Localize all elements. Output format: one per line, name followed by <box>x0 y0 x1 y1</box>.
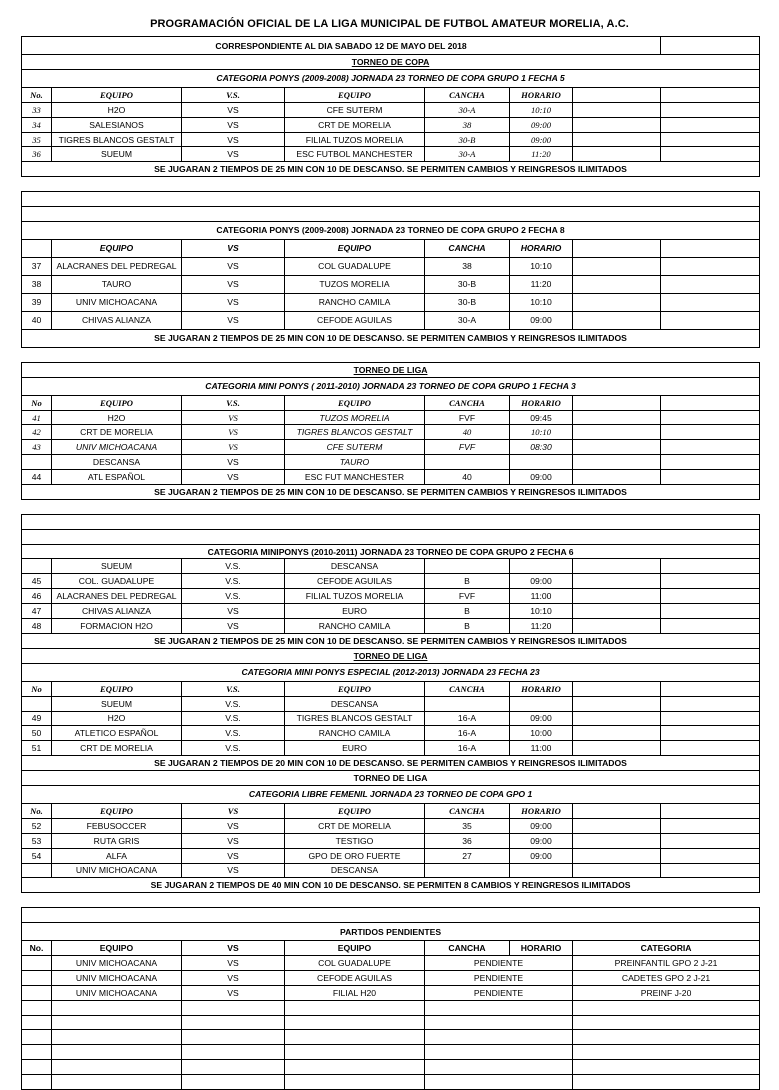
column-headers <box>22 803 760 818</box>
torneo-heading: TORNEO DE COPA <box>22 55 760 70</box>
home-team: DESCANSA <box>52 455 182 470</box>
col-header: No. <box>22 87 52 102</box>
table-row <box>22 257 760 275</box>
col-header: HORARIO <box>510 395 573 410</box>
col-header: EQUIPO <box>285 395 425 410</box>
home-team: UNIV MICHOACANA <box>52 985 182 1000</box>
table-row <box>22 619 760 634</box>
field: 40 <box>425 425 510 440</box>
col-header: VS <box>182 803 285 818</box>
rules-note: SE JUGARAN 2 TIEMPOS DE 20 MIN CON 10 DE DESCANSO. SE PERMITEN CAMBIOS Y REINGRESOS ILIMITADOS <box>22 756 760 771</box>
match-number <box>22 696 52 711</box>
away-team: CEFODE AGUILAS <box>285 574 425 589</box>
home-team: ATL ESPAÑOL <box>52 470 182 485</box>
table-row <box>22 470 760 485</box>
time: 09:00 <box>510 470 573 485</box>
col-header: EQUIPO <box>285 681 425 696</box>
field: 30-B <box>425 293 510 311</box>
away-team: CFE SUTERM <box>285 102 425 117</box>
away-team: TESTIGO <box>285 833 425 848</box>
time: 10:10 <box>510 293 573 311</box>
col-header: HORARIO <box>510 803 573 818</box>
home-team: CHIVAS ALIANZA <box>52 311 182 329</box>
vs-label: VS <box>182 293 285 311</box>
col-header: VS <box>182 941 285 956</box>
vs-label: VS <box>182 833 285 848</box>
match-number: 50 <box>22 726 52 741</box>
away-team: FILIAL TUZOS MORELIA <box>285 132 425 147</box>
table-row <box>22 863 760 878</box>
col-header: HORARIO <box>510 681 573 696</box>
col-header: EQUIPO <box>52 803 182 818</box>
match-number: 34 <box>22 117 52 132</box>
home-team: SUEUM <box>52 559 182 574</box>
time: 09:00 <box>510 848 573 863</box>
away-team: ESC FUT MANCHESTER <box>285 470 425 485</box>
field: 27 <box>425 848 510 863</box>
time: 09:45 <box>510 410 573 425</box>
match-number: 49 <box>22 711 52 726</box>
category-heading: CATEGORIA PONYS (2009-2008) JORNADA 23 TORNEO DE COPA GRUPO 1 FECHA 5 <box>22 69 760 87</box>
empty-row <box>22 1030 760 1045</box>
table-row <box>22 711 760 726</box>
schedule-table <box>21 36 760 1090</box>
pending-heading: PARTIDOS PENDIENTES <box>22 923 760 941</box>
vs-label: VS <box>182 117 285 132</box>
away-team: TIGRES BLANCOS GESTALT <box>285 425 425 440</box>
vs-label: VS <box>182 955 285 970</box>
col-header: EQUIPO <box>285 239 425 257</box>
home-team: ALFA <box>52 848 182 863</box>
page-title: PROGRAMACIÓN OFICIAL DE LA LIGA MUNICIPAL DE FUTBOL AMATEUR MORELIA, A.C. <box>150 18 629 30</box>
away-team: CEFODE AGUILAS <box>285 970 425 985</box>
vs-label: VS <box>182 410 285 425</box>
table-row <box>22 970 760 985</box>
away-team: EURO <box>285 741 425 756</box>
table-row <box>22 559 760 574</box>
col-header: EQUIPO <box>52 239 182 257</box>
time: 09:00 <box>510 132 573 147</box>
vs-label: VS <box>182 275 285 293</box>
col-header: EQUIPO <box>52 941 182 956</box>
match-number <box>22 955 52 970</box>
table-row <box>22 425 760 440</box>
table-row <box>22 726 760 741</box>
field: 30-A <box>425 102 510 117</box>
empty-row <box>22 1060 760 1075</box>
home-team: COL. GUADALUPE <box>52 574 182 589</box>
match-number: 33 <box>22 102 52 117</box>
vs-label: VS <box>182 425 285 440</box>
away-team: DESCANSA <box>285 559 425 574</box>
vs-label: VS <box>182 311 285 329</box>
field: FVF <box>425 440 510 455</box>
vs-label: VS <box>182 970 285 985</box>
col-header: EQUIPO <box>285 941 425 956</box>
vs-label: V.S. <box>182 589 285 604</box>
time: 08:30 <box>510 440 573 455</box>
away-team: FILIAL H20 <box>285 985 425 1000</box>
home-team: H2O <box>52 102 182 117</box>
rules-note: SE JUGARAN 2 TIEMPOS DE 25 MIN CON 10 DE DESCANSO. SE PERMITEN CAMBIOS Y REINGRESOS ILIMITADOS <box>22 329 760 347</box>
match-number: 38 <box>22 275 52 293</box>
status: PENDIENTE <box>425 985 573 1000</box>
time <box>510 696 573 711</box>
home-team: ATLETICO ESPAÑOL <box>52 726 182 741</box>
home-team: H2O <box>52 410 182 425</box>
category-heading: CATEGORIA LIBRE FEMENIL JORNADA 23 TORNEO DE COPA GPO 1 <box>22 785 760 803</box>
schedule-date: CORRESPONDIENTE AL DIA SABADO 12 DE MAYO DEL 2018 <box>22 37 661 55</box>
vs-label: V.S. <box>182 696 285 711</box>
away-team: RANCHO CAMILA <box>285 619 425 634</box>
away-team: GPO DE ORO FUERTE <box>285 848 425 863</box>
away-team: DESCANSA <box>285 696 425 711</box>
away-team: TUZOS MORELIA <box>285 275 425 293</box>
vs-label: V.S. <box>182 726 285 741</box>
vs-label: VS <box>182 619 285 634</box>
time: 09:00 <box>510 711 573 726</box>
category: PREINFANTIL GPO 2 J-21 <box>573 955 760 970</box>
vs-label: V.S. <box>182 559 285 574</box>
field: 16-A <box>425 711 510 726</box>
col-header: V.S. <box>182 681 285 696</box>
match-number: 39 <box>22 293 52 311</box>
torneo-heading: TORNEO DE LIGA <box>22 771 760 786</box>
table-row <box>22 147 760 162</box>
match-number: 37 <box>22 257 52 275</box>
empty-row <box>22 1000 760 1015</box>
time <box>510 559 573 574</box>
col-header: VS <box>182 239 285 257</box>
empty-row <box>22 1015 760 1030</box>
vs-label: VS <box>182 863 285 878</box>
time: 09:00 <box>510 818 573 833</box>
col-header: CANCHA <box>425 87 510 102</box>
vs-label: V.S. <box>182 711 285 726</box>
table-row <box>22 833 760 848</box>
col-header: V.S. <box>182 87 285 102</box>
time: 10:10 <box>510 604 573 619</box>
rules-note: SE JUGARAN 2 TIEMPOS DE 25 MIN CON 10 DE DESCANSO. SE PERMITEN CAMBIOS Y REINGRESOS ILIMITADOS <box>22 485 760 500</box>
table-row <box>22 818 760 833</box>
table-row <box>22 132 760 147</box>
vs-label: VS <box>182 440 285 455</box>
vs-label: VS <box>182 455 285 470</box>
col-header: No. <box>22 803 52 818</box>
col-header: CANCHA <box>425 803 510 818</box>
field <box>425 455 510 470</box>
vs-label: V.S. <box>182 574 285 589</box>
table-row <box>22 455 760 470</box>
match-number: 54 <box>22 848 52 863</box>
home-team: H2O <box>52 711 182 726</box>
table-row <box>22 102 760 117</box>
away-team: ESC FUTBOL MANCHESTER <box>285 147 425 162</box>
field: 30-A <box>425 147 510 162</box>
field: 30-B <box>425 132 510 147</box>
home-team: CHIVAS ALIANZA <box>52 604 182 619</box>
rules-note: SE JUGARAN 2 TIEMPOS DE 25 MIN CON 10 DE DESCANSO. SE PERMITEN CAMBIOS Y REINGRESOS ILIMITADOS <box>22 162 760 177</box>
field: 16-A <box>425 726 510 741</box>
home-team: SUEUM <box>52 696 182 711</box>
status: PENDIENTE <box>425 970 573 985</box>
field: 38 <box>425 117 510 132</box>
field: 30-B <box>425 275 510 293</box>
field: FVF <box>425 589 510 604</box>
home-team: UNIV MICHOACANA <box>52 970 182 985</box>
home-team: UNIV MICHOACANA <box>52 440 182 455</box>
col-header: CATEGORIA <box>573 941 760 956</box>
col-header: CANCHA <box>425 395 510 410</box>
home-team: SALESIANOS <box>52 117 182 132</box>
table-row <box>22 574 760 589</box>
match-number: 47 <box>22 604 52 619</box>
field: FVF <box>425 410 510 425</box>
away-team: TIGRES BLANCOS GESTALT <box>285 711 425 726</box>
field <box>425 559 510 574</box>
col-header: EQUIPO <box>285 803 425 818</box>
vs-label: VS <box>182 257 285 275</box>
field: 16-A <box>425 741 510 756</box>
table-row <box>22 848 760 863</box>
away-team: DESCANSA <box>285 863 425 878</box>
home-team: UNIV MICHOACANA <box>52 955 182 970</box>
table-row <box>22 117 760 132</box>
time: 11:20 <box>510 619 573 634</box>
col-header: EQUIPO <box>52 395 182 410</box>
time: 11:20 <box>510 147 573 162</box>
time: 10:00 <box>510 726 573 741</box>
rules-note: SE JUGARAN 2 TIEMPOS DE 40 MIN CON 10 DE DESCANSO. SE PERMITEN 8 CAMBIOS Y REINGRESOS ILIMITADOS <box>22 878 760 893</box>
away-team: CFE SUTERM <box>285 440 425 455</box>
vs-label: VS <box>182 470 285 485</box>
col-header: HORARIO <box>510 239 573 257</box>
col-header: No <box>22 395 52 410</box>
away-team: RANCHO CAMILA <box>285 726 425 741</box>
match-number <box>22 970 52 985</box>
time: 11:00 <box>510 741 573 756</box>
column-headers <box>22 941 760 956</box>
col-header: CANCHA <box>425 681 510 696</box>
match-number: 46 <box>22 589 52 604</box>
home-team: FORMACION H2O <box>52 619 182 634</box>
table-row <box>22 985 760 1000</box>
match-number <box>22 985 52 1000</box>
match-number: 40 <box>22 311 52 329</box>
match-number: 52 <box>22 818 52 833</box>
match-number: 36 <box>22 147 52 162</box>
field: 38 <box>425 257 510 275</box>
match-number: 51 <box>22 741 52 756</box>
home-team: UNIV MICHOACANA <box>52 293 182 311</box>
time: 10:10 <box>510 257 573 275</box>
time: 09:00 <box>510 311 573 329</box>
away-team: COL GUADALUPE <box>285 257 425 275</box>
category-heading: CATEGORIA PONYS (2009-2008) JORNADA 23 TORNEO DE COPA GRUPO 2 FECHA 8 <box>22 221 760 239</box>
home-team: RUTA GRIS <box>52 833 182 848</box>
col-header: HORARIO <box>510 941 573 956</box>
time: 10:10 <box>510 425 573 440</box>
col-header: V.S. <box>182 395 285 410</box>
vs-label: V.S. <box>182 741 285 756</box>
away-team: TUZOS MORELIA <box>285 410 425 425</box>
home-team: TAURO <box>52 275 182 293</box>
away-team: CRT DE MORELIA <box>285 818 425 833</box>
match-number: 35 <box>22 132 52 147</box>
time <box>510 863 573 878</box>
match-number: 53 <box>22 833 52 848</box>
vs-label: VS <box>182 848 285 863</box>
field: 36 <box>425 833 510 848</box>
match-number: 42 <box>22 425 52 440</box>
category: PREINF J-20 <box>573 985 760 1000</box>
col-header: EQUIPO <box>285 87 425 102</box>
col-header: CANCHA <box>425 941 510 956</box>
vs-label: VS <box>182 604 285 619</box>
column-headers <box>22 395 760 410</box>
vs-label: VS <box>182 985 285 1000</box>
time: 11:20 <box>510 275 573 293</box>
torneo-heading: TORNEO DE LIGA <box>22 362 760 377</box>
category: CADETES GPO 2 J-21 <box>573 970 760 985</box>
table-row <box>22 955 760 970</box>
category-heading: CATEGORIA MINI PONYS ESPECIAL (2012-2013) JORNADA 23 FECHA 23 <box>22 663 760 681</box>
column-headers <box>22 681 760 696</box>
field: 30-A <box>425 311 510 329</box>
empty-row <box>22 1045 760 1060</box>
home-team: UNIV MICHOACANA <box>52 863 182 878</box>
time: 09:00 <box>510 833 573 848</box>
table-row <box>22 311 760 329</box>
home-team: FEBUSOCCER <box>52 818 182 833</box>
home-team: CRT DE MORELIA <box>52 741 182 756</box>
away-team: EURO <box>285 604 425 619</box>
match-number: 44 <box>22 470 52 485</box>
field: B <box>425 604 510 619</box>
home-team: ALACRANES DEL PEDREGAL <box>52 589 182 604</box>
table-row <box>22 741 760 756</box>
match-number: 48 <box>22 619 52 634</box>
field: 40 <box>425 470 510 485</box>
home-team: ALACRANES DEL PEDREGAL <box>52 257 182 275</box>
category-heading: CATEGORIA MINIPONYS (2010-2011) JORNADA 23 TORNEO DE COPA GRUPO 2 FECHA 6 <box>22 544 760 559</box>
col-header: CANCHA <box>425 239 510 257</box>
column-headers <box>22 239 760 257</box>
empty-row <box>22 1075 760 1090</box>
time: 09:00 <box>510 117 573 132</box>
away-team: CEFODE AGUILAS <box>285 311 425 329</box>
time: 11:00 <box>510 589 573 604</box>
col-header: EQUIPO <box>52 87 182 102</box>
vs-label: VS <box>182 147 285 162</box>
category-heading: CATEGORIA MINI PONYS ( 2011-2010) JORNADA 23 TORNEO DE COPA GRUPO 1 FECHA 3 <box>22 377 760 395</box>
field <box>425 863 510 878</box>
torneo-heading: TORNEO DE LIGA <box>22 648 760 663</box>
field: 35 <box>425 818 510 833</box>
home-team: TIGRES BLANCOS GESTALT <box>52 132 182 147</box>
table-row <box>22 293 760 311</box>
table-row <box>22 440 760 455</box>
match-number <box>22 455 52 470</box>
time: 10:10 <box>510 102 573 117</box>
vs-label: VS <box>182 818 285 833</box>
col-header: No. <box>22 941 52 956</box>
match-number: 43 <box>22 440 52 455</box>
status: PENDIENTE <box>425 955 573 970</box>
match-number <box>22 559 52 574</box>
match-number: 41 <box>22 410 52 425</box>
away-team: COL GUADALUPE <box>285 955 425 970</box>
table-row <box>22 275 760 293</box>
away-team: TAURO <box>285 455 425 470</box>
away-team: CRT DE MORELIA <box>285 117 425 132</box>
field: B <box>425 619 510 634</box>
table-row <box>22 410 760 425</box>
vs-label: VS <box>182 102 285 117</box>
col-header: HORARIO <box>510 87 573 102</box>
home-team: SUEUM <box>52 147 182 162</box>
vs-label: VS <box>182 132 285 147</box>
col-header: EQUIPO <box>52 681 182 696</box>
rules-note: SE JUGARAN 2 TIEMPOS DE 25 MIN CON 10 DE DESCANSO. SE PERMITEN CAMBIOS Y REINGRESOS ILIMITADOS <box>22 633 760 648</box>
time: 09:00 <box>510 574 573 589</box>
away-team: RANCHO CAMILA <box>285 293 425 311</box>
table-row <box>22 589 760 604</box>
field: B <box>425 574 510 589</box>
away-team: FILIAL TUZOS MORELIA <box>285 589 425 604</box>
time <box>510 455 573 470</box>
home-team: CRT DE MORELIA <box>52 425 182 440</box>
table-row <box>22 696 760 711</box>
table-row <box>22 604 760 619</box>
field <box>425 696 510 711</box>
col-header: No <box>22 681 52 696</box>
match-number <box>22 863 52 878</box>
match-number: 45 <box>22 574 52 589</box>
column-headers <box>22 87 760 102</box>
